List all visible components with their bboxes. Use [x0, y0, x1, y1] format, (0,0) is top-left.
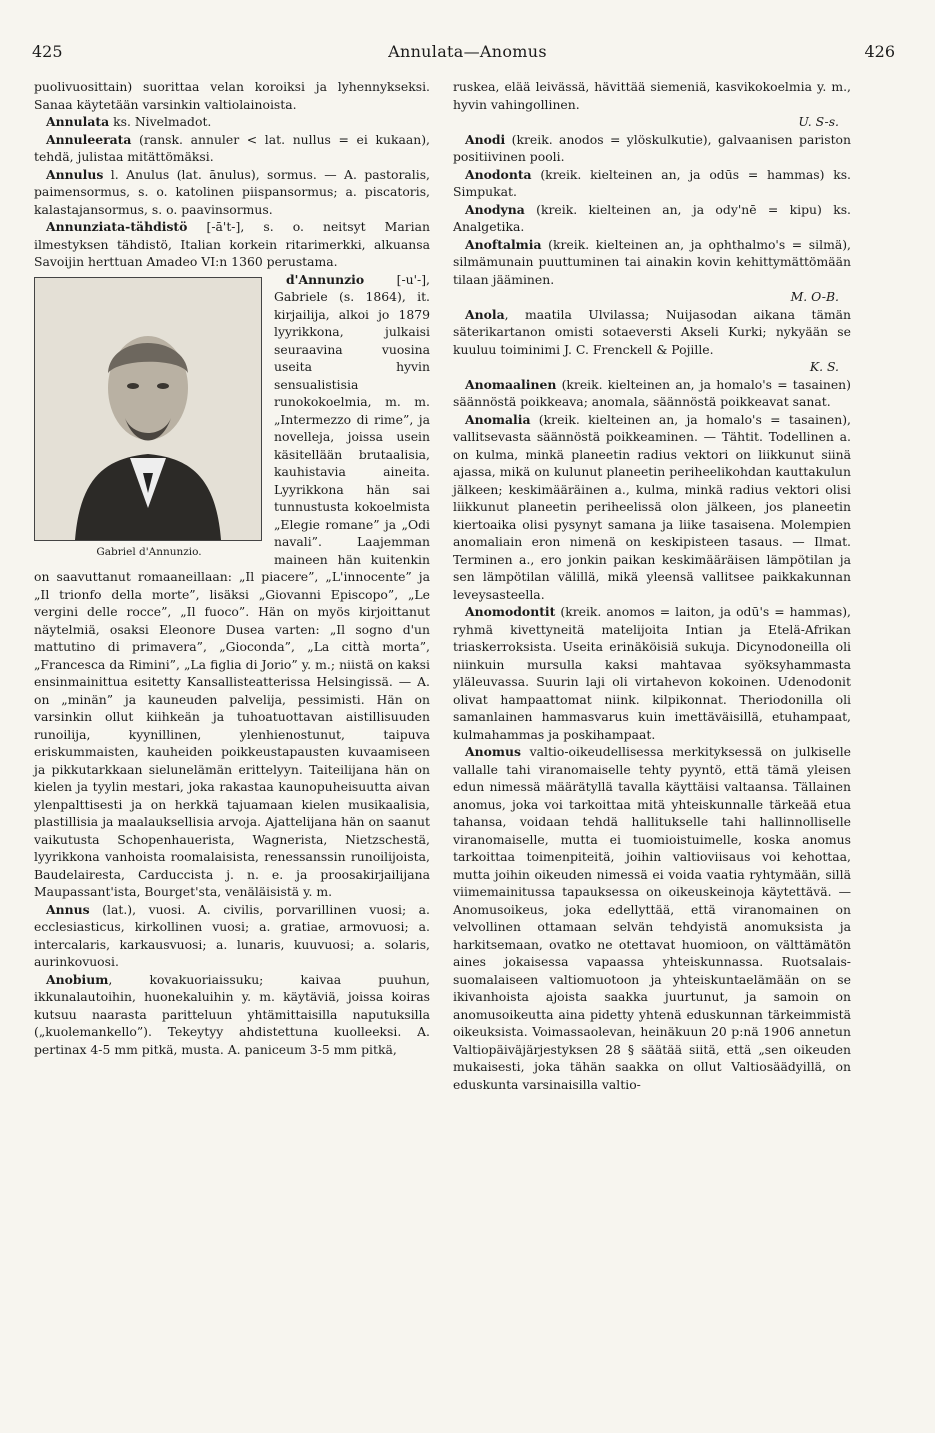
- entry-anodonta: Anodonta (kreik. kielteinen an, ja odūs = hammas) ks. Simpukat.: [453, 166, 851, 199]
- entry-anola: Anola, maatila Ulvilassa; Nuijasodan aikana tämän säterikartanon omisti sotaeversti Akseli Kurki; nykyään se kuuluu toiminimi J. C. Frenckell & Pojille.: [453, 306, 851, 357]
- right-column: [453, 78, 851, 1093]
- entry-annus: Annus (lat.), vuosi. A. civilis, porvarillinen vuosi; a. ecclesiasticus, kirkollinen vuosi; a. gratiae, armovuosi; a. intercalaris, karkausvuosi; a. lunaris, kuuvuosi; a. solaris, aurinkovuosi.: [34, 901, 430, 969]
- author-signature: M. O-B.: [790, 289, 839, 304]
- entry-continuation-right: ruskea, elää leivässä, hävittää siemeniä, kasvikokoelmia y. m., hyvin vahingollinen.: [453, 79, 851, 112]
- author-signature: K. S.: [809, 359, 839, 374]
- entry-annulus: Annulus l. Anulus (lat. ānulus), sormus. — A. pastoralis, paimensormus, s. o. katolinen piispansormus; a. piscatoris, kalastajansormus, s. o. paavinsormus.: [34, 166, 430, 217]
- portrait-illustration: [35, 278, 261, 540]
- running-title: Annulata—Anomus: [388, 42, 547, 61]
- author-signature: U. S-s.: [798, 114, 839, 129]
- page-header: [0, 42, 935, 68]
- portrait-figure: [34, 277, 264, 562]
- entry-anobium: Anobium, kovakuoriaissuku; kaivaa puuhun, ikkunalautoihin, huonekaluihin y. m. käytäviä, joissa koiras kutsuu naarasta paritteluun yhtämittaisilla naputuksilla („kuolemankello”). Tekeytyy ahdistettuna kuolleeksi. A. pertinax 4-5 mm pitkä, musta. A. paniceum 3-5 mm pitkä,: [34, 971, 430, 1057]
- portrait-caption: Gabriel d'Annunzio.: [96, 545, 202, 558]
- entry-anomaalinen: Anomaalinen (kreik. kielteinen an, ja homalo's = tasainen) säännöstä poikkeava; anomala, säännöstä poikkeavat sanat.: [453, 376, 851, 409]
- entry-annuleerata: Annuleerata (ransk. annuler < lat. nullus = ei kukaan), tehdä, julistaa mitättömäksi.: [34, 131, 430, 164]
- entry-annulata: Annulata ks. Nivelmadot.: [46, 114, 212, 129]
- entry-dannunzio: d'Annunzio [-u'-], Gabriele (s. 1864), it. kirjailija, alkoi jo 1879 lyyrikkona, julkaisi seuraavina vuosina useita hyvin sensualistisia runokokoelmia, m. m. „Intermezzo di rime”, ja novelleja, joissa usein käsitellään brutaalisia, kauhistavia aineita. Lyyrikkona hän sai tunnustusta kokoelmista „Elegie romane” ja „Odi navali”. Laajemman maineen hän kuitenkin on saavuttanut romaaneillaan: „Il piacere”, „L'innocente” ja „Il trionfo della morte”, lisäksi „Giovanni Episcopo”, „Le vergini delle rocce”, „Il fuoco”. Hän on myös kirjoittanut näytelmiä, osaksi Eleonore Dusea varten: „Il sogno d'un mattutino di primavera”, „Gioconda”, „La città morta”, „Francesca da Rimini”, „La figlia di Jorio” y. m.; niistä on kaksi ensinmainittua esitetty Kansallisteatterissa Helsingissä. — A. on „minän” ja kauneuden palvelija, pessimisti. Hän on varsinkin ollut kiihkeän ja tuhoatuottavan aistillisuuden runoilija, kyynillinen, ylenhienostunut, taipuva eriskummaisten, kauheiden poikkeustapausten kuvaamiseen ja pikkutarkkaan sielunelämän erittelyyn. Taiteilijana hän on kielen ja tyylin mestari, joka rakastaa kaunopuheisuutta aivan ylenpalttisesti ja on herkkä tajuamaan kielen musikaalisia, plastillisia ja maalauksellisia arvoja. Ajattelijana hän on saanut vaikutusta Schopenhauerista, Wagnerista, Nietzschestä, lyyrikkona vanhoista roomalaisista, renessanssin runoilijoista, Baudelairesta, Carduccista j. n. e. ja proosakirjailijana Maupassant'ista, Bourget'sta, venäläisistä y. m.: [34, 271, 430, 899]
- page-number-right: 426: [864, 42, 895, 61]
- left-column: [34, 78, 430, 1058]
- entry-anomodontit: Anomodontit (kreik. anomos = laiton, ja odū's = hammas), ryhmä kivettyneitä matelijoita Intian ja Etelä-Afrikan triaskerroksista. Useita erinäköisiä sukuja. Dicynodoneilla oli niinkuin mursulla kaksi mahtavaa syöksyhammasta yläleuvassa. Suurin laji oli virtahevon kokoinen. Udenodonit olivat hampaattomat niink. kilpikonnat. Theriodonilla oli samanlainen hammasvarus kuin imettäväisillä, etuhampaat, kulmahammas ja poskihampaat.: [453, 604, 851, 742]
- entry-anomalia: Anomalia (kreik. kielteinen an, ja homalo's = tasainen), vallitsevasta säännöstä poikkeaminen. — Tähtit. Todellinen a. on kulma, minkä planeetin radius vektori on liikkunut siinä ajassa, mikä on kulunut planeetin periheelikohdan kauttakulun jälkeen; keskimääräinen a., kulma, minkä radius vektori olisi liikkunut planeetin periheelissä olon jälkeen, jos planeetin kiertoaika olisi pysynyt samana ja liike tasaisena. Molempien anomaliain eron nimenä on keskipisteen tasaus. — Ilmat. Terminen a., ero jonkin paikan keskimääräisen lämpötilan ja sen lämpötilan välillä, mikä yleensä vallitsee paikkakunnan leveysasteella.: [453, 411, 851, 602]
- entry-anomus: Anomus valtio-oikeudellisessa merkityksessä on julkiselle vallalle tahi viranomaiselle tehty pyyntö, että tämä yleisen edun nimessä määrätyllä tavalla käyttäisi valtaansa. Tällainen anomus, joka voi tarkoittaa mitä yhteiskunnalle tärkeää etua tahansa, voidaan tehdä hallitukselle tahi hallinnolliselle viranomaiselle, mutta ei tuomioistuimelle, koska anomus tarkoittaa toimenpiteitä, joihin valtioviisaus voi kehottaa, mutta joihin oikeuden nimessä ei voida vaatia ryhtymään, sillä viimemainitussa tapauksessa on oikeuskeinoja käytettävä. — Anomusoikeus, joka edellyttää, että viranomainen on velvollinen ottamaan selvän tehdyistä anomuksista ja harkitsemaan, ovatko ne otettavat huomioon, on välttämätön aines jokaisessa vapaassa yhteiskunnassa. Ruotsalais-suomalaiseen valtiomuotoon ja yhteiskuntaelämään on se ikivanhoista ajoista saakka juurtunut, ja samoin on anomusoikeutta aina pidetty yhtenä eduskunnan tärkeimmistä oikeuksista. Voimassaolevan, heinäkuun 20 p:nä 1906 annetun Valtiopäiväjärjestyksen 28 § säätää siitä, että „sen oikeuden mukaisesti, joka tähän saakka on ollut Valtiosäädyillä, on eduskunta varsinaisilla valtio-: [453, 744, 851, 1092]
- entry-annunziata: Annunziata-tähdistö [-ā't-], s. o. neitsyt Marian ilmestyksen tähdistö, Italian korkein ritarimerkki, alkuansa Savoijin herttuan Amadeo VI:n 1360 perustama.: [34, 219, 430, 269]
- page-number-left: 425: [32, 42, 63, 61]
- portrait-photo: [34, 277, 262, 541]
- entry-continuation: puolivuosittain) suorittaa velan koroiksi ja lyhennykseksi. Sanaa käytetään varsinkin valtiolainoista.: [34, 79, 430, 112]
- entry-anoftalmia: Anoftalmia (kreik. kielteinen an, ja ophthalmo's = silmä), silmämunain puuttuminen tai ainakin kovin kehittymättömään tilaan jääminen.: [453, 236, 851, 287]
- entry-anodi: Anodi (kreik. anodos = ylöskulkutie), galvaanisen pariston positiivinen pooli.: [453, 131, 851, 164]
- entry-anodyna: Anodyna (kreik. kielteinen an, ja ody'nē = kipu) ks. Analgetika.: [453, 201, 851, 234]
